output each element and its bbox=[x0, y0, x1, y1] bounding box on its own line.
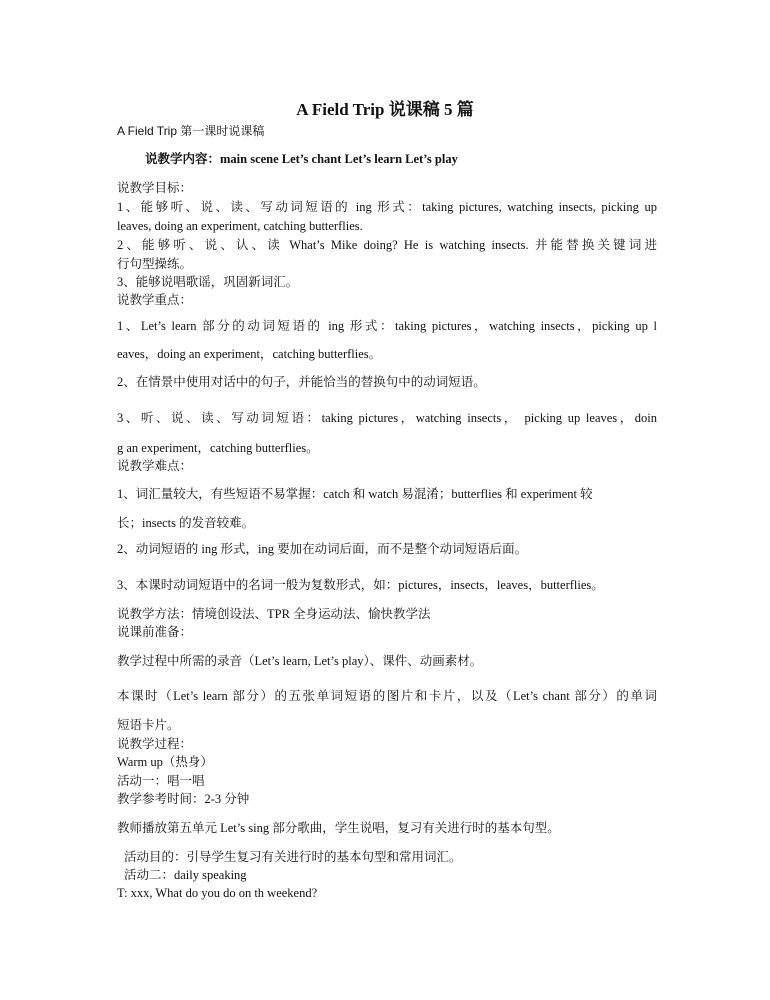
text-line: 说教学方法：情境创设法、TPR 全身运动法、愉快教学法 bbox=[117, 607, 431, 621]
text-line: 3、本课时动词短语中的名词一般为复数形式，如：pictures，insects，leaves，butterflies。 bbox=[117, 578, 604, 592]
text-line: 1、能够听、说、读、写动词短语的 ing 形式：taking pictures, watching insects, picking up bbox=[117, 200, 657, 214]
document-title: A Field Trip 说课稿 5 篇 bbox=[296, 100, 474, 119]
text-line: leaves, doing an experiment, catching butterflies. bbox=[117, 219, 363, 233]
text-line: 说教学难点： bbox=[117, 459, 193, 473]
text-line: 说教学过程： bbox=[117, 737, 193, 751]
document-subtitle: A Field Trip 第一课时说课稿 bbox=[117, 124, 265, 138]
text-line: 长；insects 的发音较难。 bbox=[117, 516, 255, 530]
text-line: 1、词汇量较大，有些短语不易掌握：catch 和 watch 易混淆；butterflies 和 experiment 较 bbox=[117, 487, 593, 501]
text-line: 说教学重点： bbox=[117, 293, 193, 307]
text-line: g an experiment，catching butterflies。 bbox=[117, 441, 319, 455]
text-line: 短语卡片。 bbox=[117, 718, 180, 732]
text-line: 活动二：daily speaking bbox=[124, 868, 247, 882]
text-line: 教学过程中所需的录音（Let’s learn, Let’s play）、课件、动画素材。 bbox=[117, 654, 483, 668]
text-line: 教师播放第五单元 Let’s sing 部分歌曲，学生说唱，复习有关进行时的基本句型。 bbox=[117, 821, 560, 835]
text-line: T: xxx, What do you do on th weekend? bbox=[117, 886, 318, 900]
text-line: 2、动词短语的 ing 形式，ing 要加在动词后面，而不是整个动词短语后面。 bbox=[117, 542, 528, 556]
teaching-content-line: 说教学内容：main scene Let’s chant Let’s learn Let’s play bbox=[145, 152, 458, 166]
text-line: 活动一：唱一唱 bbox=[117, 774, 205, 788]
text-line: 教学参考时间：2-3 分钟 bbox=[117, 792, 250, 806]
text-line: 1、Let’s learn 部分的动词短语的 ing 形式：taking pictures，watching insects，picking up l bbox=[117, 319, 657, 333]
text-line: 行句型操练。 bbox=[117, 257, 193, 271]
text-line: 3、听、说、读、写动词短语：taking pictures，watching insects， picking up leaves，doin bbox=[117, 411, 657, 425]
text-line: 2、在情景中使用对话中的句子，并能恰当的替换句中的动词短语。 bbox=[117, 375, 486, 389]
text-line: 2、能够听、说、认、读 What’s Mike doing? He is watching insects. 并能替换关键词进 bbox=[117, 238, 657, 252]
text-line: Warm up（热身） bbox=[117, 755, 213, 769]
text-line: 本课时（Let’s learn 部分）的五张单词短语的图片和卡片，以及（Let’s chant 部分）的单词 bbox=[117, 689, 657, 703]
text-line: eaves，doing an experiment，catching butterflies。 bbox=[117, 347, 382, 361]
text-line: 说课前准备： bbox=[117, 625, 193, 639]
text-line: 活动目的：引导学生复习有关进行时的基本句型和常用词汇。 bbox=[124, 850, 462, 864]
text-line: 说教学目标： bbox=[117, 181, 193, 195]
text-line: 3、能够说唱歌谣，巩固新词汇。 bbox=[117, 275, 299, 289]
